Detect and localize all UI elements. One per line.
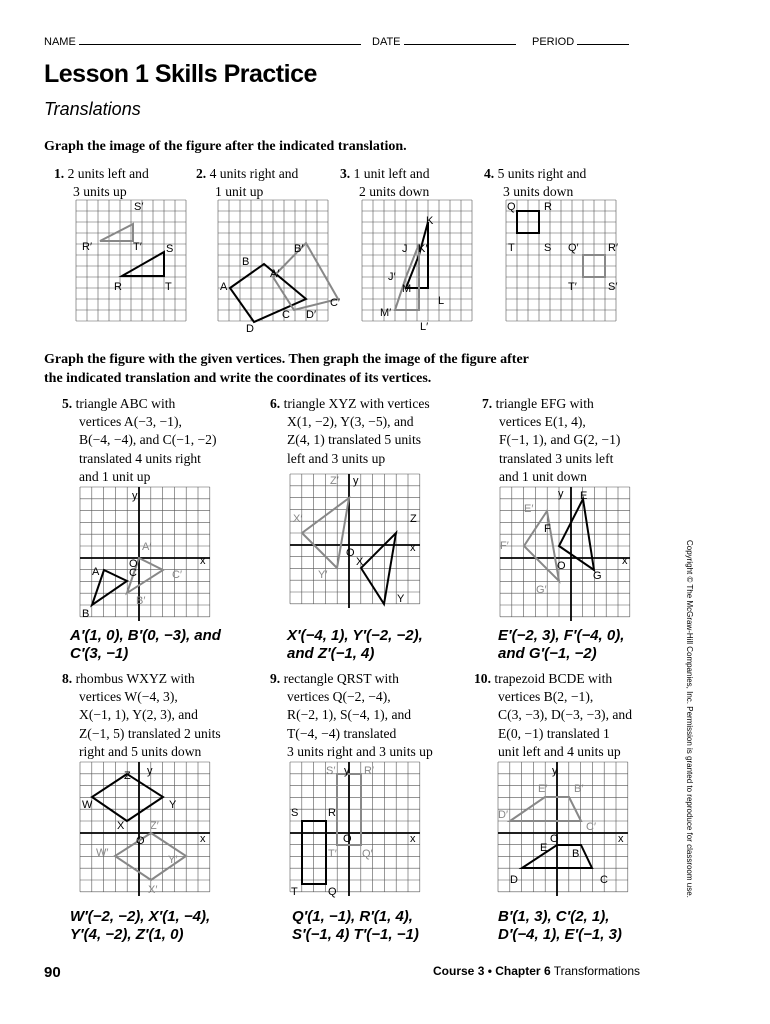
problem-9: 9. rectangle QRST with vertices Q(−2, −4), R(−2, 1), S(−4, 1), and T(−4, −4) translated 3 units right and 3 units up (270, 671, 433, 759)
origin-label: O (136, 835, 145, 847)
label-e-prime: E′ (538, 783, 548, 795)
problem-10: 10. trapezoid BCDE with vertices B(2, −1), C(3, −3), D(−3, −3), and E(0, −1) translated 1 unit left and 4 units up (474, 671, 632, 759)
origin-label: O (129, 558, 138, 570)
label-c-prime: C′ (330, 297, 341, 309)
graph-10 (498, 762, 628, 896)
name-blank (79, 34, 361, 45)
label-f: F (544, 523, 551, 535)
answer-10: B′(1, 3), C′(2, 1), D′(−4, 1), E′(−1, 3) (498, 908, 622, 943)
label-y-prime: Y′ (168, 854, 178, 866)
name-field (44, 34, 361, 48)
label-m: M (402, 283, 412, 295)
origin-label: O (557, 560, 566, 572)
label-t-prime: T′ (133, 241, 142, 253)
label-b-prime: B′ (574, 783, 584, 795)
grid (80, 762, 210, 892)
page-number: 90 (44, 964, 61, 981)
label-r: R (328, 807, 336, 819)
grid (498, 762, 628, 892)
triangle-image (100, 224, 133, 241)
label-y-prime: Y′ (318, 569, 328, 581)
period-blank (577, 34, 629, 45)
x-label: x (410, 542, 416, 554)
label-a: A (92, 566, 100, 578)
label-g: G (593, 570, 602, 582)
origin-label: O (550, 833, 559, 845)
grid (506, 200, 619, 321)
label-c-prime: C′ (172, 569, 183, 581)
graph-9 (290, 762, 420, 896)
label-z-prime: Z′ (330, 475, 339, 487)
y-label: y (558, 488, 564, 500)
page-subtitle: Translations (44, 99, 141, 119)
label-q-prime: Q′ (568, 242, 579, 254)
graph-6 (290, 474, 420, 608)
label-z-prime: Z′ (150, 820, 159, 832)
label-q: Q (507, 201, 516, 213)
graph-3 (362, 200, 482, 332)
label-c: C (600, 874, 608, 886)
date-label: DATE (372, 36, 401, 48)
label-y: Y (169, 799, 177, 811)
label-s-prime: S′ (326, 765, 336, 777)
label-x-prime: X′ (148, 884, 158, 896)
label-r: R (114, 281, 122, 293)
y-label: y (353, 475, 359, 487)
label-c-prime: C′ (586, 821, 597, 833)
label-k-prime: K′ (418, 243, 428, 255)
quad-original (230, 264, 306, 322)
label-a-prime: A′ (142, 541, 152, 553)
answer-7: E′(−2, 3), F′(−4, 0), and G′(−1, −2) (498, 627, 625, 662)
problem-5: 5. triangle ABC with vertices A(−3, −1), B(−4, −4), and C(−1, −2) translated 4 units right and 1 unit up (62, 396, 217, 484)
x-label: x (618, 833, 624, 845)
label-b: B (572, 848, 580, 860)
label-e: E (580, 490, 588, 502)
label-d-prime: D′ (306, 309, 317, 321)
label-d: D (246, 323, 254, 335)
graph-7 (500, 487, 630, 621)
grid (76, 200, 186, 321)
x-label: x (622, 555, 628, 567)
copyright-notice: Copyright © The McGraw-Hill Companies, Inc. Permission is granted to reproduce for classroom use. (685, 540, 694, 898)
graph-4 (506, 200, 626, 332)
label-x-prime: X′ (293, 513, 303, 525)
x-label: x (410, 833, 416, 845)
label-t-prime: T′ (568, 281, 577, 293)
grid (500, 487, 630, 617)
label-j: J (402, 243, 408, 255)
x-label: x (200, 555, 206, 567)
grid (290, 762, 420, 892)
label-x: X (356, 556, 364, 568)
label-w-prime: W′ (96, 847, 109, 859)
label-r-prime: R′ (364, 765, 375, 777)
label-d-prime: D′ (498, 809, 509, 821)
label-x: X (117, 820, 125, 832)
answer-9: Q′(1, −1), R′(1, 4), S′(−1, 4) T′(−1, −1) (292, 908, 419, 943)
label-l: L (438, 295, 445, 307)
label-s: S (166, 243, 174, 255)
period-field (532, 34, 629, 48)
label-s-prime: S′ (134, 201, 144, 213)
answer-8: W′(−2, −2), X′(1, −4), Y′(4, −2), Z′(1, 0) (70, 908, 211, 943)
label-a: A (220, 281, 228, 293)
footer-course: Course 3 • Chapter 6 Transformations (433, 964, 640, 978)
label-b-prime: B′ (294, 243, 304, 255)
label-r: R (544, 201, 552, 213)
label-d: D (510, 874, 518, 886)
grid (218, 200, 328, 321)
label-b-prime: B′ (136, 595, 146, 607)
label-r-prime: R′ (608, 242, 619, 254)
label-z: Z (410, 513, 417, 525)
y-label: y (132, 490, 138, 502)
origin-label: O (343, 833, 352, 845)
problem-1: 1. 2 units left and 3 units up (54, 166, 149, 200)
problem-4: 4. 5 units right and 3 units down (484, 166, 587, 200)
problem-3: 3. 1 unit left and 2 units down (340, 166, 430, 200)
period-label: PERIOD (532, 36, 575, 48)
page-title: Lesson 1 Skills Practice (44, 60, 317, 88)
label-c: C (282, 309, 290, 321)
label-f-prime: F′ (500, 540, 509, 552)
date-blank (404, 34, 516, 45)
label-s-prime: S′ (608, 281, 618, 293)
section2-instruction: Graph the figure with the given vertices. Then graph the image of the figure after the indicated translation and write the coordinates of its vertices. (44, 352, 529, 386)
label-g-prime: G′ (536, 584, 547, 596)
problem-2: 2. 4 units right and 1 unit up (196, 166, 299, 200)
label-z: Z (124, 770, 131, 782)
label-s: S (544, 242, 552, 254)
label-e: E (540, 842, 548, 854)
label-q-prime: Q′ (362, 848, 373, 860)
label-a-prime: A′ (270, 268, 280, 280)
label-t: T (291, 886, 298, 898)
y-label: y (344, 765, 350, 777)
problem-8: 8. rhombus WXYZ with vertices W(−4, 3), X(−1, 1), Y(2, 3), and Z(−1, 5) translated 2 units right and 5 units down (62, 671, 221, 759)
label-j-prime: J′ (388, 271, 396, 283)
origin-label: O (346, 547, 355, 559)
label-c: C (129, 567, 137, 579)
rectangle-original (302, 821, 326, 884)
graph-8 (80, 762, 210, 896)
label-y: Y (397, 593, 405, 605)
graph-2 (218, 200, 341, 335)
label-q: Q (328, 886, 337, 898)
section1-instruction: Graph the image of the figure after the indicated translation. (44, 139, 407, 154)
label-t-prime: T′ (328, 848, 337, 860)
y-label: y (147, 765, 153, 777)
grid (290, 474, 420, 604)
graph-5 (80, 487, 210, 621)
label-k: K (426, 215, 434, 227)
name-label: NAME (44, 36, 76, 48)
problem-6: 6. triangle XYZ with vertices X(1, −2), Y(3, −5), and Z(4, 1) translated 5 units left and 3 units up (270, 396, 430, 466)
label-b: B (242, 256, 250, 268)
date-field (372, 34, 516, 48)
label-t: T (165, 281, 172, 293)
answer-5: A′(1, 0), B′(0, −3), and C′(3, −1) (70, 627, 221, 662)
triangle-original (122, 252, 164, 276)
graph-1 (76, 200, 196, 332)
x-label: x (200, 833, 206, 845)
label-b: B (82, 608, 90, 620)
label-l-prime: L′ (420, 321, 429, 333)
problem-7: 7. triangle EFG with vertices E(1, 4), F(−1, 1), and G(2, −1) translated 3 units left and 1 unit down (482, 396, 621, 484)
label-e-prime: E′ (524, 503, 534, 515)
label-w: W (82, 799, 93, 811)
label-r-prime: R′ (82, 241, 93, 253)
label-s: S (291, 807, 299, 819)
answer-6: X′(−4, 1), Y′(−2, −2), and Z′(−1, 4) (287, 627, 423, 662)
y-label: y (552, 765, 558, 777)
label-m-prime: M′ (380, 307, 392, 319)
label-t: T (508, 242, 515, 254)
